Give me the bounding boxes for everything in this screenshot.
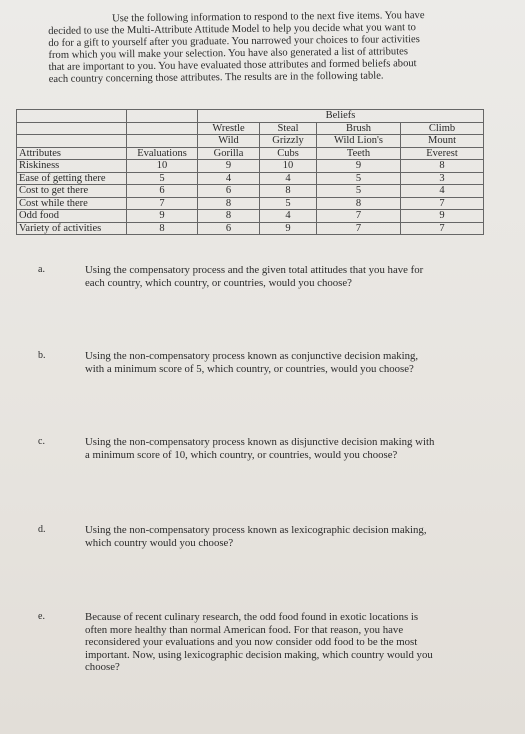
question-line: Using the non-compensatory process known as disjunctive decision making with xyxy=(85,436,435,448)
attribute-name: Ease of getting there xyxy=(17,172,127,185)
attribute-name: Odd food xyxy=(17,210,127,223)
belief-cell: 8 xyxy=(198,210,260,223)
table-row xyxy=(17,160,484,173)
country-header-line2: Wild Lion's xyxy=(317,135,401,148)
table-row xyxy=(17,185,484,198)
belief-cell: 9 xyxy=(260,222,317,235)
question-line: often more healthy than normal American food. For that reason, you have xyxy=(85,623,404,636)
beliefs-header: Beliefs xyxy=(198,110,484,123)
evaluation-cell: 6 xyxy=(127,185,198,198)
belief-cell: 4 xyxy=(260,172,317,185)
question-line: with a minimum score of 5, which country, or countries, would you choose? xyxy=(85,362,414,375)
intro-paragraph xyxy=(48,10,474,86)
country-header-line1: Wrestle xyxy=(198,122,260,135)
question-line: each country, which country, or countries, would you choose? xyxy=(85,276,352,289)
belief-cell: 3 xyxy=(401,172,484,185)
country-header-line1: Steal xyxy=(260,122,317,135)
country-header-line3: Teeth xyxy=(317,147,401,160)
attribute-name: Riskiness xyxy=(17,160,127,173)
question-letter: e. xyxy=(38,611,45,622)
question-text xyxy=(85,611,485,674)
belief-cell: 9 xyxy=(317,160,401,173)
question-letter: a. xyxy=(38,264,45,275)
country-header-line3: Everest xyxy=(401,147,484,160)
evaluation-cell: 7 xyxy=(127,197,198,210)
belief-cell: 7 xyxy=(317,222,401,235)
belief-cell: 6 xyxy=(198,185,260,198)
belief-cell: 8 xyxy=(317,197,401,210)
belief-cell: 8 xyxy=(401,160,484,173)
intro-line: from which you will make your selection. You have also generated a list of attributes xyxy=(48,46,408,61)
belief-cell: 5 xyxy=(317,185,401,198)
question-line: which country would you choose? xyxy=(85,536,234,549)
belief-cell: 4 xyxy=(260,210,317,223)
evaluation-cell: 9 xyxy=(127,210,198,223)
country-header-line3: Gorilla xyxy=(198,147,260,160)
question-line: Using the non-compensatory process known as lexicographic decision making, xyxy=(85,524,427,536)
belief-cell: 5 xyxy=(260,197,317,210)
intro-line: that are important to you. You have evaluated those attributes and formed beliefs about xyxy=(48,58,417,73)
beliefs-table xyxy=(16,109,484,235)
evaluation-cell: 10 xyxy=(127,160,198,173)
country-header-line3: Cubs xyxy=(260,147,317,160)
question-line: choose? xyxy=(85,661,120,673)
belief-cell: 9 xyxy=(401,210,484,223)
table-row xyxy=(17,197,484,210)
question-letter: c. xyxy=(38,436,45,447)
question-line: Using the non-compensatory process known as conjunctive decision making, xyxy=(85,350,419,362)
question-line: Using the compensatory process and the given total attitudes that you have for xyxy=(85,264,424,276)
header-blank xyxy=(127,110,198,123)
attributes-header: Attributes xyxy=(17,147,127,160)
question-letter: d. xyxy=(38,524,46,535)
intro-line: each country concerning those attributes. The results are in the following table. xyxy=(48,70,384,85)
belief-cell: 6 xyxy=(198,222,260,235)
attribute-name: Variety of activities xyxy=(17,222,127,235)
attribute-name: Cost to get there xyxy=(17,185,127,198)
evaluations-header: Evaluations xyxy=(127,147,198,160)
country-header-line2: Mount xyxy=(401,135,484,148)
belief-cell: 4 xyxy=(401,185,484,198)
belief-cell: 4 xyxy=(198,172,260,185)
belief-cell: 7 xyxy=(401,222,484,235)
header-blank xyxy=(17,110,127,123)
intro-line: do for a gift to yourself after you graduate. You narrowed your choices to four activities xyxy=(48,34,420,49)
question-text xyxy=(85,264,485,289)
table-row xyxy=(17,210,484,223)
question-letter: b. xyxy=(38,350,46,361)
table-row xyxy=(17,172,484,185)
country-header-line2: Grizzly xyxy=(260,135,317,148)
belief-cell: 9 xyxy=(198,160,260,173)
question-text xyxy=(85,350,485,375)
country-header-line1: Climb xyxy=(401,122,484,135)
country-header-line2: Wild xyxy=(198,135,260,148)
belief-cell: 8 xyxy=(198,197,260,210)
question-line: important. Now, using lexicographic decision making, which country would you xyxy=(85,648,433,661)
belief-cell: 8 xyxy=(260,185,317,198)
intro-line: decided to use the Multi-Attribute Attitude Model to help you decide what you want to xyxy=(48,22,416,37)
country-header-line1: Brush xyxy=(317,122,401,135)
intro-line: Use the following information to respond to the next five items. You have xyxy=(111,10,425,25)
question-text xyxy=(85,524,485,549)
table-row xyxy=(17,222,484,235)
attribute-name: Cost while there xyxy=(17,197,127,210)
question-line: a minimum score of 10, which country, or countries, would you choose? xyxy=(85,448,398,461)
belief-cell: 10 xyxy=(260,160,317,173)
question-line: Because of recent culinary research, the odd food found in exotic locations is xyxy=(85,611,419,623)
question-line: reconsidered your evaluations and you now consider odd food to be the most xyxy=(85,636,418,648)
evaluation-cell: 8 xyxy=(127,222,198,235)
belief-cell: 7 xyxy=(401,197,484,210)
belief-cell: 7 xyxy=(317,210,401,223)
evaluation-cell: 5 xyxy=(127,172,198,185)
question-text xyxy=(85,436,485,461)
belief-cell: 5 xyxy=(317,172,401,185)
